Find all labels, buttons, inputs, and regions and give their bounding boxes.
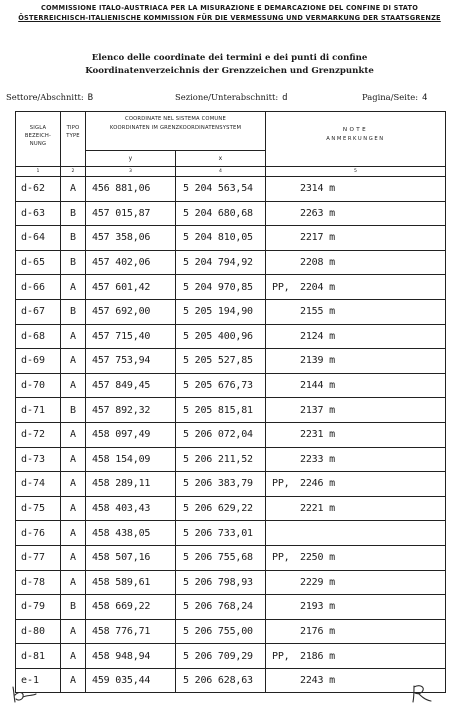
tipo-cell: A [61,422,86,447]
distance-value: 2155 m [300,306,335,318]
note-cell [266,398,446,423]
x-coordinate-cell: 5 206 768,24 [176,595,266,620]
table-row [16,619,446,644]
x-coordinate-cell: 5 206 629,22 [176,496,266,521]
y-coordinate-cell: 458 097,49 [86,422,176,447]
x-coordinate-cell: 5 205 194,90 [176,299,266,324]
table-row [16,496,446,521]
y-coordinate-cell: 458 154,09 [86,447,176,472]
y-coordinate-cell: 457 692,00 [86,299,176,324]
tipo-cell: A [61,324,86,349]
sigla-cell: d-68 [16,324,61,349]
table-row [16,349,446,374]
sigla-cell: d-69 [16,349,61,374]
x-coordinate-cell: 5 206 755,68 [176,545,266,570]
tipo-cell: A [61,472,86,497]
column-number-4: 4 [176,167,266,177]
pp-marker: PP, [272,281,290,293]
distance-value: 2250 m [300,552,335,564]
table-row [16,570,446,595]
table-row [16,373,446,398]
page-label: Pagina/Seite: [362,92,419,102]
column-number-2: 2 [61,167,86,177]
commission-title-german: ÖSTERREICHISCH-ITALIENISCHE KOMMISSION FÜR DIE VERMESSUNG UND VERMARKUNG DER STAATSGRENZE [18,14,441,22]
x-coordinate-cell: 5 205 815,81 [176,398,266,423]
table-row [16,668,446,693]
sigla-cell: d-81 [16,644,61,669]
sector-field [6,92,93,103]
pp-marker: PP, [272,552,290,564]
tipo-cell: A [61,275,86,300]
tipo-cell: A [61,521,86,546]
tipo-cell: A [61,373,86,398]
sigla-cell: d-67 [16,299,61,324]
sigla-cell: d-78 [16,570,61,595]
y-coordinate-cell: 457 601,42 [86,275,176,300]
distance-value: 2243 m [300,675,335,687]
tipo-cell: A [61,545,86,570]
sector-value: B [87,93,94,103]
y-coordinate-cell: 458 507,16 [86,545,176,570]
page-value: 4 [422,93,428,103]
note-cell [266,595,446,620]
section-value: d [282,93,288,103]
tipo-cell: B [61,398,86,423]
x-coordinate-cell: 5 204 794,92 [176,250,266,275]
note-cell [266,299,446,324]
note-cell [266,521,446,546]
sigla-cell: d-74 [16,472,61,497]
x-coordinate-cell: 5 206 383,79 [176,472,266,497]
tipo-cell: A [61,349,86,374]
document-title-italian: Elenco delle coordinate dei termini e dei punti di confine [91,53,368,63]
x-coordinate-cell: 5 206 709,29 [176,644,266,669]
header-x: x [176,151,266,167]
distance-value: 2233 m [300,453,335,465]
table-row [16,275,446,300]
x-coordinate-cell: 5 206 211,52 [176,447,266,472]
distance-value: 2186 m [300,650,335,662]
table-row [16,472,446,497]
sigla-cell: d-77 [16,545,61,570]
distance-value: 2144 m [300,380,335,392]
column-number-1: 1 [16,167,61,177]
pp-marker: PP, [272,478,290,490]
table-row [16,447,446,472]
y-coordinate-cell: 458 669,22 [86,595,176,620]
distance-value: 2208 m [300,257,335,269]
distance-value: 2176 m [300,625,335,637]
sigla-cell: d-76 [16,521,61,546]
distance-value: 2193 m [300,601,335,613]
x-coordinate-cell: 5 204 970,85 [176,275,266,300]
note-cell [266,250,446,275]
table-row [16,299,446,324]
note-cell [266,226,446,251]
sigla-cell: d-71 [16,398,61,423]
y-coordinate-cell: 457 753,94 [86,349,176,374]
note-cell [266,545,446,570]
sigla-cell: d-79 [16,595,61,620]
distance-value: 2139 m [300,355,335,367]
y-coordinate-cell: 457 358,06 [86,226,176,251]
distance-value: 2314 m [300,183,335,195]
x-coordinate-cell: 5 206 628,63 [176,668,266,693]
y-coordinate-cell: 456 881,06 [86,177,176,202]
distance-value: 2204 m [300,281,335,293]
tipo-cell: B [61,250,86,275]
sigla-cell: d-62 [16,177,61,202]
tipo-cell: A [61,644,86,669]
column-number-3: 3 [86,167,176,177]
note-cell [266,619,446,644]
x-coordinate-cell: 5 204 680,68 [176,201,266,226]
y-coordinate-cell: 457 849,45 [86,373,176,398]
tipo-cell: B [61,595,86,620]
tipo-cell: B [61,299,86,324]
y-coordinate-cell: 458 948,94 [86,644,176,669]
tipo-cell: A [61,570,86,595]
sigla-cell: d-64 [16,226,61,251]
tipo-cell: A [61,619,86,644]
x-coordinate-cell: 5 206 072,04 [176,422,266,447]
section-label: Sezione/Unterabschnitt: [175,92,279,102]
pp-marker: PP, [272,650,290,662]
table-row [16,595,446,620]
tipo-cell: A [61,496,86,521]
table-row [16,545,446,570]
header-notes: NOTE ANMERKUNGEN [266,112,446,167]
y-coordinate-cell: 458 589,61 [86,570,176,595]
tipo-cell: A [61,447,86,472]
distance-value: 2246 m [300,478,335,490]
table-row [16,201,446,226]
sigla-cell: d-72 [16,422,61,447]
y-coordinate-cell: 457 402,06 [86,250,176,275]
table-body [16,177,446,693]
note-cell [266,349,446,374]
note-cell [266,472,446,497]
section-field [175,92,288,103]
page-field [362,92,427,103]
distance-value: 2137 m [300,404,335,416]
sigla-cell: d-63 [16,201,61,226]
y-coordinate-cell: 457 715,40 [86,324,176,349]
sigla-cell: d-66 [16,275,61,300]
x-coordinate-cell: 5 204 810,05 [176,226,266,251]
distance-value: 2217 m [300,232,335,244]
table-row [16,422,446,447]
handwritten-signature-left [10,684,40,704]
tipo-cell: A [61,177,86,202]
sigla-cell: e-1 [16,668,61,693]
header-coordinates: COORDINATE NEL SISTEMA COMUNE KOORDINATEN IM GRENZKOORDINATENSYSTEM [86,112,266,151]
handwritten-signature-right [408,682,436,704]
distance-value: 2231 m [300,429,335,441]
y-coordinate-cell: 458 776,71 [86,619,176,644]
note-cell [266,496,446,521]
note-cell [266,570,446,595]
sigla-cell: d-75 [16,496,61,521]
note-cell [266,373,446,398]
x-coordinate-cell: 5 205 527,85 [176,349,266,374]
table-row [16,644,446,669]
header-sigla: SIGLA BEZEICH- NUNG [16,112,61,167]
y-coordinate-cell: 458 403,43 [86,496,176,521]
x-coordinate-cell: 5 206 733,01 [176,521,266,546]
column-number-5: 5 [266,167,446,177]
distance-value: 2124 m [300,330,335,342]
x-coordinate-cell: 5 205 676,73 [176,373,266,398]
table-row [16,324,446,349]
note-cell [266,447,446,472]
distance-value: 2229 m [300,576,335,588]
note-cell [266,324,446,349]
y-coordinate-cell: 458 289,11 [86,472,176,497]
x-coordinate-cell: 5 206 798,93 [176,570,266,595]
tipo-cell: A [61,668,86,693]
distance-value: 2263 m [300,207,335,219]
y-coordinate-cell: 458 438,05 [86,521,176,546]
x-coordinate-cell: 5 204 563,54 [176,177,266,202]
x-coordinate-cell: 5 206 755,00 [176,619,266,644]
y-coordinate-cell: 457 015,87 [86,201,176,226]
y-coordinate-cell: 457 892,32 [86,398,176,423]
coordinates-table [15,111,446,693]
document-title-german: Koordinatenverzeichnis der Grenzzeichen und Grenzpunkte [85,66,374,76]
commission-title-italian: COMMISSIONE ITALO-AUSTRIACA PER LA MISURAZIONE E DEMARCAZIONE DEL CONFINE DI STATO [40,4,419,12]
sigla-cell: d-65 [16,250,61,275]
note-cell [266,422,446,447]
table-row [16,521,446,546]
header-y: y [86,151,176,167]
y-coordinate-cell: 459 035,44 [86,668,176,693]
table-row [16,250,446,275]
table-row [16,226,446,251]
table-row [16,398,446,423]
note-cell [266,275,446,300]
note-cell [266,201,446,226]
sector-label: Settore/Abschnitt: [6,92,84,102]
tipo-cell: B [61,226,86,251]
sigla-cell: d-70 [16,373,61,398]
tipo-cell: B [61,201,86,226]
sigla-cell: d-80 [16,619,61,644]
note-cell [266,177,446,202]
table-row [16,177,446,202]
sigla-cell: d-73 [16,447,61,472]
header-tipo: TIPO TYPE [61,112,86,167]
x-coordinate-cell: 5 205 400,96 [176,324,266,349]
note-cell [266,644,446,669]
distance-value: 2221 m [300,503,335,515]
